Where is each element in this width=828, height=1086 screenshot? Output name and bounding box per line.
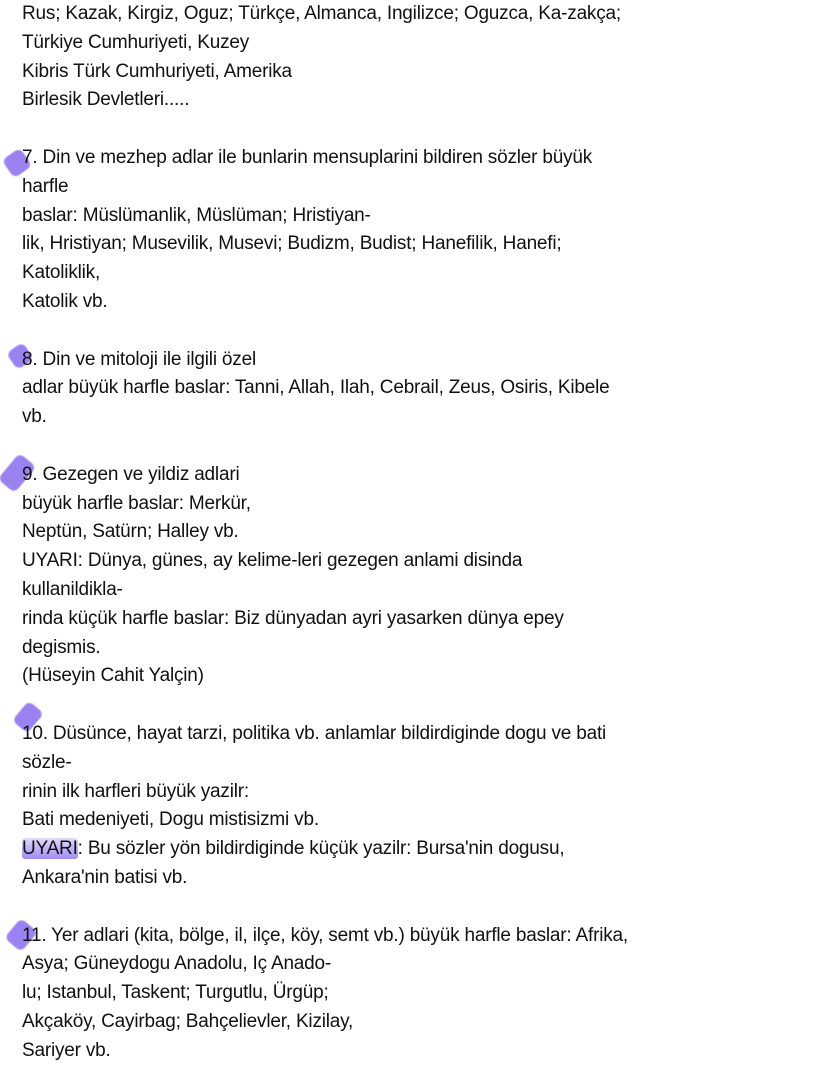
text-line: rinin ilk harfleri büyük yazilr: (22, 780, 249, 802)
text-line: Neptün, Satürn; Halley vb. (22, 521, 239, 543)
rule-heading: Din ve mitoloji ile ilgili özel (42, 348, 256, 370)
rule-11: 11. Yer adlari (kita, bölge, il, ilçe, köy, semt vb.) büyük harfle baslar: Afrika, Asya; Güneydogu Anadolu, Iç Anado- lu; Istanbul, Taskent; Turgutlu, Ürgüp; Akçaköy, Cayirbag; Bahçelievler, Kizilay, Sariyer vb. (22, 922, 822, 1066)
text-line: Katolik vb. (22, 290, 108, 312)
rule-heading: Düsünce, hayat tarzi, politika vb. anlamlar bildirdiginde dogu ve bati (52, 722, 607, 744)
text-line: Sariyer vb. (22, 1039, 111, 1061)
text-line: Kibris Türk Cumhuriyeti, Amerika (22, 60, 292, 82)
text-line: Birlesik Devletleri..... (22, 89, 190, 111)
text-line: kullanildikla- (22, 578, 123, 600)
text-line: vb. (22, 406, 47, 428)
warning-label-highlighted: UYARI (22, 838, 78, 860)
rule-heading: Yer adlari (kita, bölge, il, ilçe, köy, semt vb.) büyük harfle baslar: Afrika, (51, 924, 628, 946)
text-line: rinda küçük harfle baslar: Biz dünyadan ayri yasarken dünya epey (22, 607, 564, 629)
text-line: adlar büyük harfle baslar: Tanni, Allah, Ilah, Cebrail, Zeus, Osiris, Kibele (22, 377, 610, 399)
document-body (22, 0, 822, 1065)
warning-text: : Bu sözler yön bildirdiginde küçük yazilr: Bursa'nin dogusu, (77, 838, 565, 860)
text-line: Rus; Kazak, Kirgiz, Oguz; Türkçe, Almanca, Ingilizce; Oguzca, Ka-zakça; (22, 3, 621, 24)
text-line: sözle- (22, 751, 72, 773)
text-line: degismis. (22, 636, 101, 658)
rule-number: 7 (22, 146, 33, 168)
rule-9: 9. Gezegen ve yildiz adlari büyük harfle baslar: Merkür, Neptün, Satürn; Halley vb. UYARI: Dünya, günes, ay kelime-leri gezegen anlami disinda kullanildikla- rinda küçük harfle baslar: Biz dünyadan ayri yasarken dünya epey degismis. (Hüseyin Cahit Yalçin) (22, 461, 822, 691)
rule-10: 10. Düsünce, hayat tarzi, politika vb. anlamlar bildirdiginde dogu ve bati sözle- rinin ilk harfleri büyük yazilr: Bati medeniyeti, Dogu mistisizmi vb. UYARI: Bu sözler yön bildirdiginde küçük yazilr: Bursa'nin dogusu, Ankara'nin batisi vb. (22, 720, 822, 893)
rule-number: 8 (22, 348, 33, 370)
rule-heading: Gezegen ve yildiz adlari (42, 463, 240, 485)
text-line: büyük harfle baslar: Merkür, (22, 492, 251, 514)
text-line: harfle (22, 175, 69, 197)
rule-8: 8. Din ve mitoloji ile ilgili özel adlar büyük harfle baslar: Tanni, Allah, Ilah, Cebrail, Zeus, Osiris, Kibele vb. (22, 346, 822, 432)
rule-number: 10 (22, 722, 43, 744)
text-line: Asya; Güneydogu Anadolu, Iç Anado- (22, 953, 332, 975)
text-line: baslar: Müslümanlik, Müslüman; Hristiyan- (22, 204, 371, 226)
text-line: lik, Hristiyan; Musevilik, Musevi; Budizm, Budist; Hanefilik, Hanefi; (22, 233, 562, 255)
citation: (Hüseyin Cahit Yalçin) (22, 665, 204, 687)
text-line: Ankara'nin batisi vb. (22, 866, 188, 888)
text-line: UYARI: Dünya, günes, ay kelime-leri gezegen anlami disinda (22, 550, 523, 572)
text-line: Bati medeniyeti, Dogu mistisizmi vb. (22, 809, 319, 831)
text-line: Katoliklik, (22, 262, 101, 284)
text-line: Akçaköy, Cayirbag; Bahçelievler, Kizilay, (22, 1010, 354, 1032)
rule-7: 7. Din ve mezhep adlar ile bunlarin mensuplarini bildiren sözler büyük harfle baslar: Müslümanlik, Müslüman; Hristiyan- lik, Hristiyan; Musevilik, Musevi; Budizm, Budist; Hanefilik, Hanefi; Katoliklik, Katolik vb. (22, 144, 822, 317)
text-line: Türkiye Cumhuriyeti, Kuzey (22, 31, 250, 53)
rule-number: 9 (22, 463, 33, 485)
text-line: lu; Istanbul, Taskent; Turgutlu, Ürgüp; (22, 982, 329, 1004)
rule-number: 11 (22, 924, 42, 946)
rule-heading: Din ve mezhep adlar ile bunlarin mensuplarini bildiren sözler büyük (42, 146, 593, 168)
